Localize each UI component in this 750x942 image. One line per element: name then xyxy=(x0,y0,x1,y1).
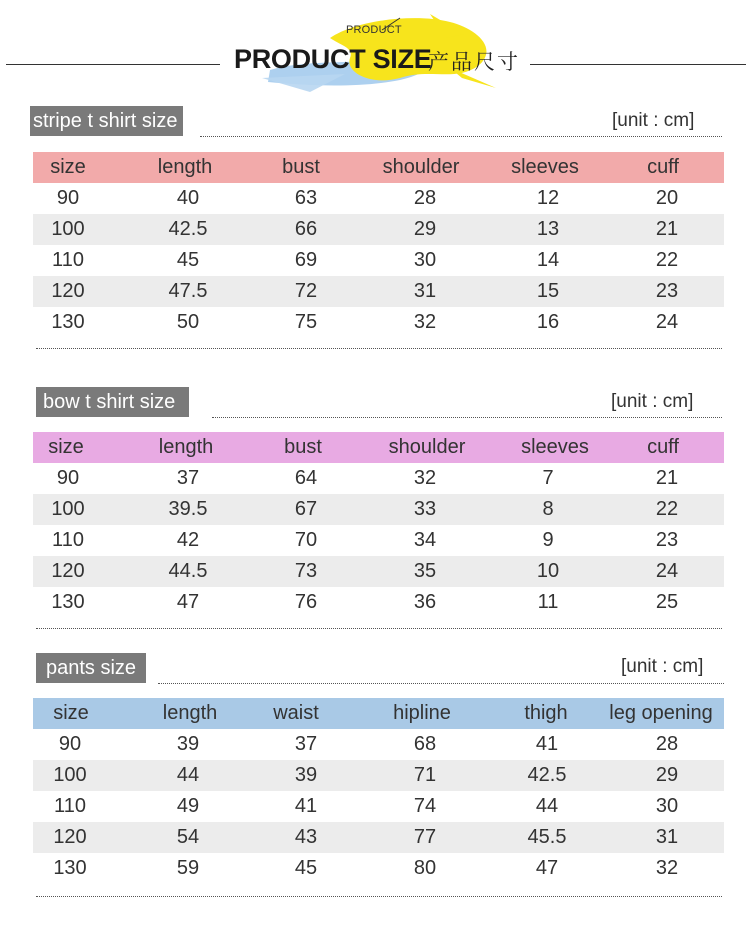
table-cell: 11 xyxy=(537,591,559,613)
table-cell: 13 xyxy=(536,218,560,240)
table-row xyxy=(33,463,724,494)
table-cell: 110 xyxy=(52,249,84,271)
table-row xyxy=(33,587,724,618)
size-table xyxy=(33,698,724,884)
table-cell: 41 xyxy=(535,733,559,755)
column-header: thigh xyxy=(524,702,568,724)
table-cell: 9 xyxy=(542,529,554,551)
column-header: sleeves xyxy=(521,436,589,458)
table-row xyxy=(33,245,724,276)
column-header: size xyxy=(53,702,89,724)
table-cell: 22 xyxy=(655,498,679,520)
table-cell: 41 xyxy=(294,795,318,817)
table-cell: 21 xyxy=(655,218,679,240)
table-cell: 34 xyxy=(413,529,437,551)
column-header: length xyxy=(162,702,218,724)
table-row xyxy=(33,183,724,214)
banner-title: PRODUCT SIZE xyxy=(234,44,432,74)
section-title: bow t shirt size xyxy=(36,387,189,417)
table-header-row xyxy=(33,152,724,183)
table-cell: 43 xyxy=(294,826,318,848)
table-cell: 130 xyxy=(53,857,87,879)
table-cell: 120 xyxy=(53,826,87,848)
table-cell: 42.5 xyxy=(168,218,208,240)
table-cell: 71 xyxy=(413,764,437,786)
section-title: pants size xyxy=(36,653,146,683)
table-cell: 76 xyxy=(294,591,318,613)
section-end-dotted-line xyxy=(36,896,722,897)
table-header-row xyxy=(33,432,724,463)
table-cell: 16 xyxy=(536,311,560,333)
table-cell: 68 xyxy=(413,733,437,755)
table-cell: 110 xyxy=(54,795,86,817)
table-cell: 32 xyxy=(655,857,679,879)
table-cell: 22 xyxy=(655,249,679,271)
column-header: sleeves xyxy=(511,156,579,178)
table-cell: 36 xyxy=(413,591,437,613)
table-cell: 100 xyxy=(53,764,87,786)
table-cell: 59 xyxy=(176,857,200,879)
table-cell: 37 xyxy=(176,467,200,489)
table-row xyxy=(33,822,724,853)
table-cell: 47 xyxy=(176,591,200,613)
table-cell: 54 xyxy=(176,826,200,848)
table-cell: 28 xyxy=(413,187,437,209)
table-cell: 72 xyxy=(294,280,318,302)
table-cell: 64 xyxy=(294,467,318,489)
table-cell: 90 xyxy=(58,733,82,755)
table-cell: 66 xyxy=(294,218,318,240)
table-cell: 32 xyxy=(413,311,437,333)
section-title: stripe t shirt size xyxy=(30,106,183,136)
column-header: cuff xyxy=(647,156,679,178)
table-row xyxy=(33,853,724,884)
table-cell: 73 xyxy=(294,560,318,582)
table-row xyxy=(33,307,724,338)
table-cell: 31 xyxy=(413,280,437,302)
table-cell: 63 xyxy=(294,187,318,209)
table-cell: 69 xyxy=(294,249,318,271)
table-cell: 90 xyxy=(56,467,80,489)
table-cell: 37 xyxy=(294,733,318,755)
table-cell: 120 xyxy=(51,280,85,302)
table-cell: 67 xyxy=(294,498,318,520)
size-table xyxy=(33,432,724,618)
column-header: shoulder xyxy=(388,436,466,458)
table-row xyxy=(33,214,724,245)
table-cell: 12 xyxy=(536,187,560,209)
column-header: length xyxy=(158,436,214,458)
column-header: bust xyxy=(284,436,322,458)
table-cell: 28 xyxy=(655,733,679,755)
table-cell: 31 xyxy=(655,826,679,848)
table-cell: 49 xyxy=(176,795,200,817)
table-cell: 45.5 xyxy=(527,826,567,848)
table-row xyxy=(33,556,724,587)
column-header: shoulder xyxy=(382,156,460,178)
table-cell: 30 xyxy=(655,795,679,817)
table-header-row xyxy=(33,698,724,729)
table-cell: 44.5 xyxy=(168,560,208,582)
table-row xyxy=(33,525,724,556)
table-cell: 44 xyxy=(176,764,200,786)
table-row xyxy=(33,760,724,791)
table-cell: 33 xyxy=(413,498,437,520)
table-cell: 32 xyxy=(413,467,437,489)
banner-title-cn: 产品尺寸 xyxy=(428,50,520,74)
table-cell: 30 xyxy=(413,249,437,271)
table-cell: 24 xyxy=(655,311,679,333)
table-cell: 39.5 xyxy=(168,498,208,520)
table-cell: 20 xyxy=(655,187,679,209)
table-cell: 90 xyxy=(56,187,80,209)
table-cell: 10 xyxy=(536,560,560,582)
table-cell: 14 xyxy=(536,249,560,271)
table-cell: 35 xyxy=(413,560,437,582)
column-header: bust xyxy=(282,156,320,178)
table-row xyxy=(33,729,724,760)
table-cell: 45 xyxy=(176,249,200,271)
column-header: waist xyxy=(273,702,319,724)
table-row xyxy=(33,494,724,525)
table-cell: 77 xyxy=(413,826,437,848)
section-end-dotted-line xyxy=(36,628,722,629)
table-cell: 42.5 xyxy=(527,764,567,786)
column-header: length xyxy=(157,156,213,178)
table-row xyxy=(33,276,724,307)
table-cell: 39 xyxy=(176,733,200,755)
column-header: size xyxy=(50,156,86,178)
table-cell: 42 xyxy=(176,529,200,551)
header-banner xyxy=(0,0,750,100)
table-cell: 100 xyxy=(51,498,85,520)
table-cell: 47 xyxy=(535,857,559,879)
table-cell: 25 xyxy=(655,591,679,613)
table-cell: 70 xyxy=(294,529,318,551)
column-header: cuff xyxy=(647,436,679,458)
table-cell: 47.5 xyxy=(168,280,208,302)
header-rule-left xyxy=(6,64,220,65)
title-dotted-line xyxy=(200,136,722,137)
title-dotted-line xyxy=(212,417,722,418)
table-cell: 130 xyxy=(51,311,85,333)
table-cell: 24 xyxy=(655,560,679,582)
table-cell: 15 xyxy=(536,280,560,302)
table-cell: 23 xyxy=(655,280,679,302)
table-row xyxy=(33,791,724,822)
table-cell: 130 xyxy=(51,591,85,613)
table-cell: 40 xyxy=(176,187,200,209)
table-cell: 50 xyxy=(176,311,200,333)
section-end-dotted-line xyxy=(36,348,722,349)
table-cell: 110 xyxy=(52,529,84,551)
table-cell: 29 xyxy=(655,764,679,786)
header-rule-right xyxy=(530,64,746,65)
table-cell: 29 xyxy=(413,218,437,240)
size-table xyxy=(33,152,724,338)
column-header: leg opening xyxy=(609,702,713,724)
column-header: hipline xyxy=(393,702,451,724)
column-header: size xyxy=(48,436,84,458)
title-dotted-line xyxy=(158,683,724,684)
table-cell: 74 xyxy=(413,795,437,817)
table-cell: 23 xyxy=(655,529,679,551)
table-cell: 39 xyxy=(294,764,318,786)
table-cell: 7 xyxy=(542,467,554,489)
table-cell: 45 xyxy=(294,857,318,879)
unit-label: [unit : cm] xyxy=(612,110,695,131)
table-cell: 75 xyxy=(294,311,318,333)
table-cell: 21 xyxy=(655,467,679,489)
table-cell: 100 xyxy=(51,218,85,240)
table-cell: 120 xyxy=(51,560,85,582)
table-cell: 44 xyxy=(535,795,559,817)
table-cell: 8 xyxy=(542,498,554,520)
banner-small-word: PRODUCT xyxy=(346,24,402,36)
unit-label: [unit : cm] xyxy=(621,656,704,677)
table-cell: 80 xyxy=(413,857,437,879)
unit-label: [unit : cm] xyxy=(611,391,694,412)
